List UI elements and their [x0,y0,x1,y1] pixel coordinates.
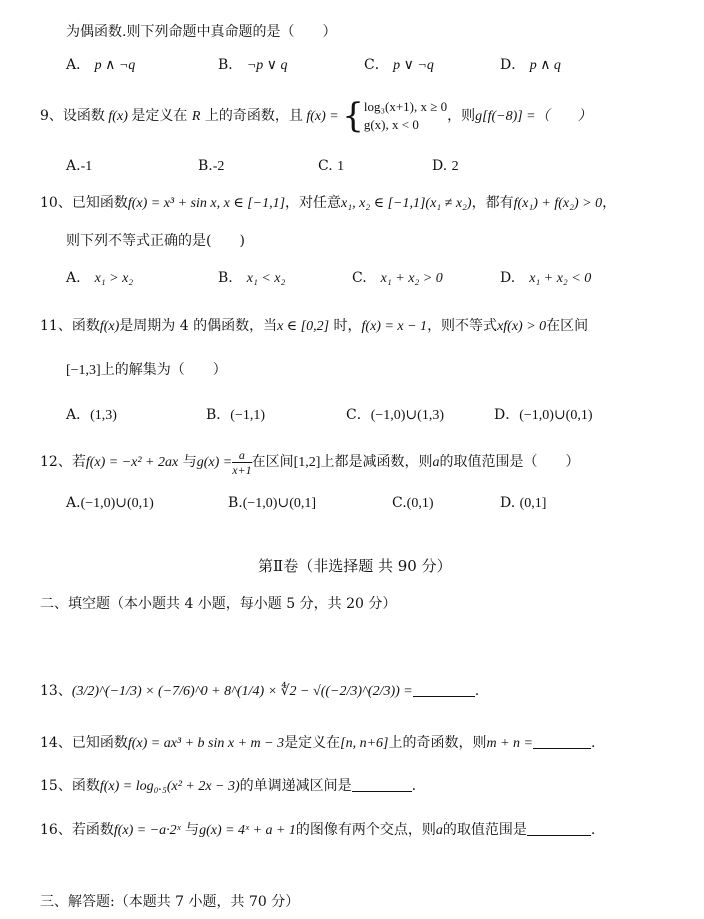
q8-option-c: C． p ∨ ¬q [364,57,434,73]
q10-option-b: B. x₁ < x₂ [218,270,286,286]
q10-stem: 10、已知函数f(x) = x³ + sin x, x ∈ [−1,1]，对任意x₁, x₂ ∈ [−1,1](x₁ ≠ x₂)，都有f(x₁) + f(x₂) > 0， [40,195,617,211]
q9-stem: 9、设函数 f(x) 是定义在 R 上的奇函数，且 f(x) = { log₃(x+1), x ≥ 0 g(x), x < 0 ，则g[f(−8)] =（ ） [40,96,592,136]
q9-option-d: D. 2 [432,158,459,174]
q9-option-a: A.-1 [66,158,93,174]
q9-option-b: B.-2 [198,158,225,174]
q11-option-d: D．(−1,0)∪(0,1) [494,407,593,423]
q10-stem-line2: 则下列不等式正确的是( ) [66,233,245,249]
q16-stem: 16、若函数f(x) = −a·2ˣ 与g(x) = 4ˣ + a + 1的图像有两个交点，则a的取值范围是 . [40,822,596,838]
q8-option-a: A． p ∧ ¬q [66,57,136,73]
q11-stem-line2: [−1,3]上的解集为（ ） [66,362,227,378]
q13-stem: 13、(3/2)^(−1/3) × (−7/6)^0 + 8^(1/4) × ∜2 − √((−2/3)^(2/3)) = . [40,683,480,699]
sec3-title: 三、解答题:（本题共 7 小题，共 70 分） [40,894,300,910]
part2-title: 第Ⅱ卷（非选择题 共 90 分） [258,557,452,575]
q9-case-1: log₃(x+1), x ≥ 0 [363,99,448,114]
q8-stem-tail: 为偶函数.则下列命题中真命题的是（ ） [66,24,337,40]
q11-option-a: A．(1,3) [66,407,117,423]
q8-option-b: B． ¬p ∨ q [218,57,288,73]
q13-answer-blank[interactable] [413,682,475,697]
q12-stem: 12、若f(x) = −x² + 2ax 与g(x) = $\frac{a}{x+1}$ 在区间[1,2]上都是减函数，则a的取值范围是（ ） [40,447,580,477]
sec2-title: 二、填空题（本小题共 4 小题，每小题 5 分，共 20 分） [40,596,397,612]
q8-option-d: D． p ∧ q [500,57,561,73]
q10-option-c: C. x₁ + x₂ > 0 [352,270,443,286]
q12-option-b: B.(−1,0)∪(0,1] [228,495,317,511]
q10-option-d: D. x₁ + x₂ < 0 [500,270,592,286]
q14-stem: 14、已知函数f(x) = ax³ + b sin x + m − 3是定义在[n, n+6]上的奇函数，则m + n = . [40,735,596,751]
q11-option-c: C．(−1,0)∪(1,3) [346,407,444,423]
q12-option-d: D. (0,1] [500,495,547,511]
q11-stem: 11、函数f(x)是周期为 4 的偶函数，当x ∈ [0,2] 时，f(x) = x − 1，则不等式xf(x) > 0在区间 [40,318,589,334]
q10-option-a: A. x₁ > x₂ [66,270,134,286]
q11-option-b: B．(−1,1) [206,407,266,423]
q9-case-2: g(x), x < 0 [363,117,419,132]
q16-answer-blank[interactable] [527,821,591,836]
q15-stem: 15、函数f(x) = log₀.₅(x² + 2x − 3)的单调递减区间是 . [40,778,417,794]
q15-answer-blank[interactable] [352,777,412,792]
q14-answer-blank[interactable] [533,734,591,749]
q12-fraction: $\frac{a}{x+1}$ [232,447,252,477]
q12-option-c: C.(0,1) [392,495,434,511]
q9-option-c: C. 1 [318,158,345,174]
q12-option-a: A.(−1,0)∪(0,1) [66,495,154,511]
